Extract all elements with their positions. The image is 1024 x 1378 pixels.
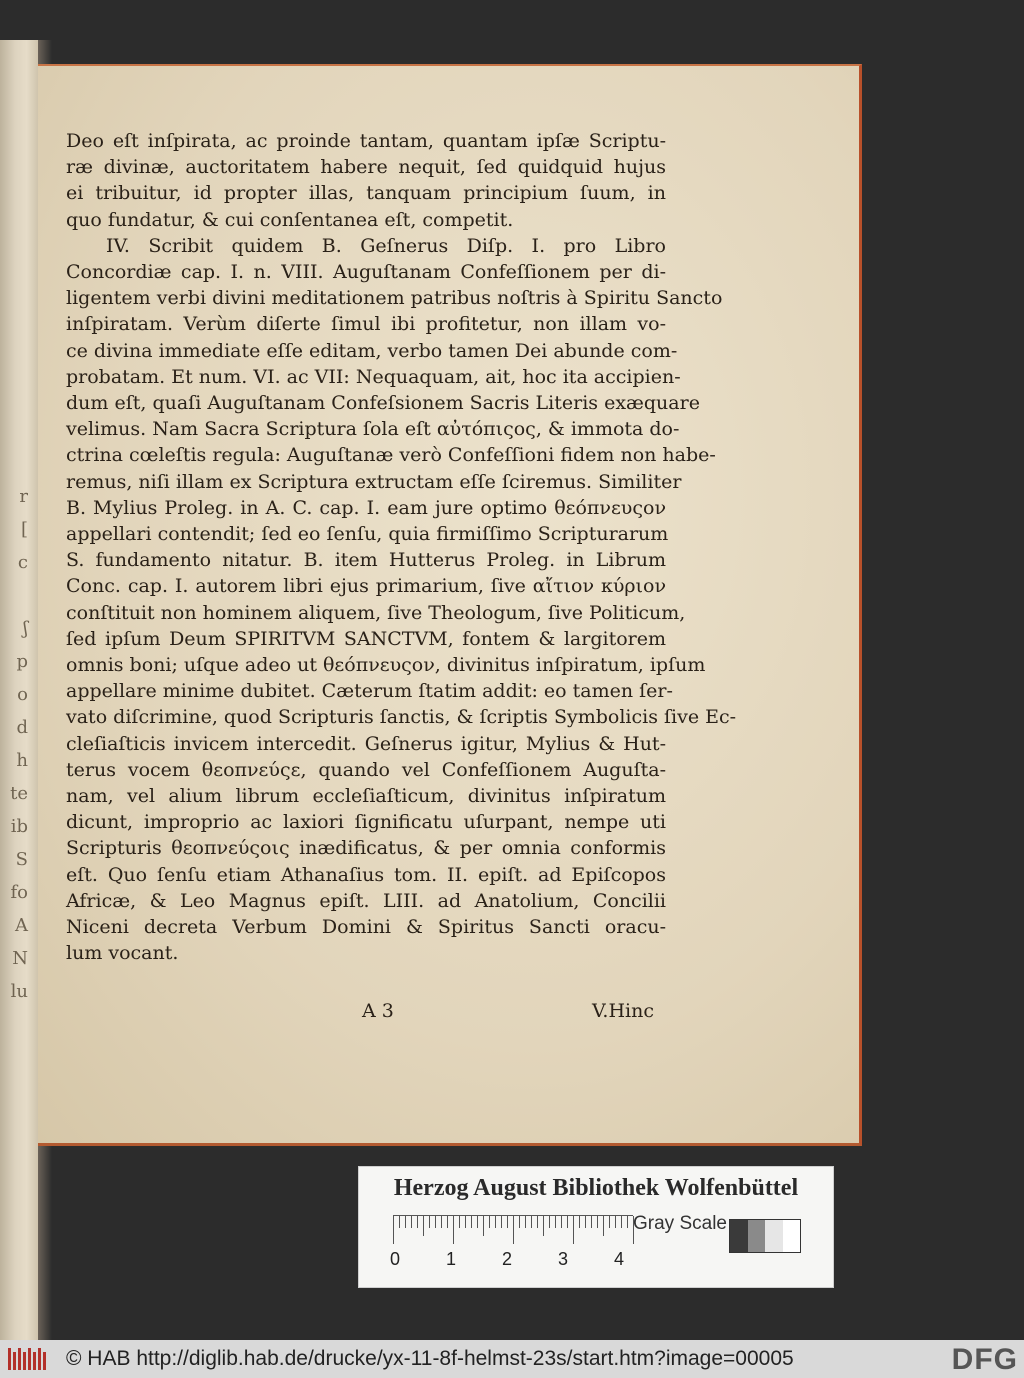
facing-page-glyph: [: [20, 519, 28, 540]
logo-stripe: [8, 1348, 11, 1370]
ruler-tick: [543, 1216, 544, 1236]
text-line: Conc. cap. I. autorem libri ejus primarium, ſive αἴτιον κύριον: [66, 575, 666, 598]
ruler-tick: [603, 1216, 604, 1236]
text-line: Concordiæ cap. I. n. VIII. Auguſtanam Confeſſionem per di-: [66, 261, 666, 284]
ruler-tick: [573, 1216, 574, 1244]
ruler-tick: [459, 1216, 460, 1228]
hab-logo-icon: [8, 1348, 48, 1370]
facing-page-glyph: p: [16, 651, 28, 672]
ruler-tick: [483, 1216, 484, 1236]
facing-page-glyph: lu: [10, 981, 28, 1002]
text-line: dum eſt, quaſi Auguſtanam Confeſsionem Sacris Literis exæquare: [66, 392, 700, 415]
facing-page-glyph: te: [10, 783, 28, 804]
ruler-tick: [621, 1216, 622, 1228]
catchword: V.Hinc: [592, 1000, 654, 1022]
ruler-tick: [471, 1216, 472, 1228]
ruler-tick: [447, 1216, 448, 1228]
text-line: S. fundamento nitatur. B. item Hutterus Proleg. in Librum: [66, 549, 666, 572]
text-line: velimus. Nam Sacra Scriptura ſola eſt αὐτόπιςος, & immota do-: [66, 418, 680, 441]
logo-stripe: [13, 1352, 16, 1370]
text-line: probatam. Et num. VI. ac VII: Nequaquam, ait, hoc ita accipien-: [66, 365, 681, 388]
text-line: Deo eſt inſpirata, ac proinde tantam, quantam ipſæ Scriptu-: [66, 130, 666, 152]
logo-stripe: [23, 1352, 26, 1370]
ruler-tick: [591, 1216, 592, 1228]
facing-page-glyphs: [2, 480, 32, 1008]
gray-swatch: [730, 1220, 748, 1252]
ruler-tick: [477, 1216, 478, 1228]
text-line: Africæ, & Leo Magnus epiſt. LIII. ad Anatolium, Concilii: [66, 889, 666, 912]
text-line: IV. Scribit quidem B. Geſnerus Diſp. I. pro Libro: [106, 234, 666, 257]
gray-scale-swatches: [729, 1219, 801, 1253]
ruler-tick: [627, 1216, 628, 1228]
text-line: dicunt, improprio ac laxiori ſignificatu uſurpant, nempe uti: [66, 811, 666, 834]
text-line: Niceni decreta Verbum Domini & Spiritus Sancti oracu-: [66, 916, 666, 939]
text-line: Scripturis θεοπνεύςοις inædificatus, & per omnia conformis: [66, 837, 666, 860]
text-line: ræ divinæ, auctoritatem habere nequit, ſed quidquid hujus: [66, 156, 666, 179]
ruler-tick: [555, 1216, 556, 1228]
facing-page-glyph: c: [17, 552, 28, 573]
facing-page-glyph: ib: [10, 816, 28, 837]
text-line: appellari contendit; ſed eo ſenſu, quia firmiſſimo Scripturarum: [66, 523, 669, 546]
gray-swatch: [748, 1220, 766, 1252]
facing-page-glyph: A: [15, 915, 28, 936]
ruler-tick: [609, 1216, 610, 1228]
text-line: inſpiratam. Verùm diſerte ſimul ibi profitetur, non illam vo-: [66, 313, 666, 336]
ruler-tick: [567, 1216, 568, 1228]
ruler: [393, 1215, 633, 1246]
facing-page-glyph: h: [16, 750, 28, 771]
ruler-tick: [435, 1216, 436, 1228]
text-line: remus, niſi illam ex Scriptura extructam eſſe ſciremus. Similiter: [66, 470, 682, 493]
ruler-tick: [465, 1216, 466, 1228]
logo-stripe: [38, 1348, 41, 1370]
source-url-text[interactable]: © HAB http://diglib.hab.de/drucke/yx-11-8f-helmst-23s/start.htm?image=00005: [66, 1347, 794, 1370]
ruler-number: 0: [389, 1249, 400, 1269]
viewer-footer-bar: [0, 1340, 1024, 1378]
facing-page-glyph: S: [15, 849, 28, 870]
ruler-tick: [519, 1216, 520, 1228]
text-line: cleſiaſticis invicem intercedit. Geſnerus igitur, Mylius & Hut-: [66, 732, 666, 755]
text-line: ce divina immediate eſſe editam, verbo tamen Dei abunde com-: [66, 339, 678, 362]
ruler-tick: [489, 1216, 490, 1228]
text-line: vato diſcrimine, quod Scripturis ſanctis, & ſcriptis Symbolicis ſive Ec-: [66, 706, 737, 729]
text-line: B. Mylius Proleg. in A. C. cap. I. eam jure optimo θεόπνευςον: [66, 496, 666, 519]
facing-page-glyph: fo: [10, 882, 28, 903]
ruler-tick: [411, 1216, 412, 1228]
text-line: appellare minime dubitet. Cæterum ſtatim addit: eo tamen ſer-: [66, 680, 673, 703]
ruler-numbers: [385, 1249, 645, 1273]
ruler-tick: [549, 1216, 550, 1228]
text-line: conſtituit non hominem aliquem, ſive Theologum, ſive Politicum,: [66, 601, 686, 624]
ruler-tick: [417, 1216, 418, 1228]
signature-mark: A 3: [362, 1000, 394, 1022]
ruler-number: 1: [445, 1249, 456, 1269]
text-line: ligentem verbi divini meditationem patribus noſtris à Spiritu Sancto: [66, 287, 723, 310]
logo-stripe: [33, 1352, 36, 1370]
gray-scale-label: Gray Scale: [633, 1213, 727, 1234]
ruler-tick: [429, 1216, 430, 1228]
text-line: ctrina cœleſtis regula: Auguſtanæ verò Confeſſioni fidem non habe-: [66, 444, 716, 467]
facing-page-glyph: d: [16, 717, 28, 738]
ruler-tick: [585, 1216, 586, 1228]
ruler-tick: [513, 1216, 514, 1244]
facing-page-glyph: N: [12, 948, 28, 969]
page-body-text: [66, 128, 737, 967]
ruler-number: 2: [501, 1249, 512, 1269]
ruler-tick: [537, 1216, 538, 1228]
library-name: Herzog August Bibliothek Wolfenbüttel: [393, 1175, 799, 1201]
ruler-tick: [405, 1216, 406, 1228]
ruler-tick: [453, 1216, 454, 1244]
ruler-tick: [423, 1216, 424, 1236]
gray-swatch: [783, 1220, 801, 1252]
ruler-tick: [615, 1216, 616, 1228]
ruler-tick: [441, 1216, 442, 1228]
facing-page-glyph: o: [17, 684, 28, 705]
logo-stripe: [28, 1348, 31, 1370]
text-line: eſt. Quo ſenſu etiam Athanaſius tom. II. epiſt. ad Epiſcopos: [66, 863, 666, 886]
ruler-tick: [579, 1216, 580, 1228]
ruler-tick: [495, 1216, 496, 1228]
ruler-tick: [525, 1216, 526, 1228]
text-line: ei tribuitur, id propter illas, tanquam principium ſuum, in: [66, 182, 666, 205]
logo-stripe: [43, 1352, 46, 1370]
text-line: omnis boni; uſque adeo ut θεόπνευςον, divinitus inſpiratum, ipſum: [66, 654, 706, 677]
text-line: nam, vel alium librum eccleſiaſticum, divinitus inſpiratum: [66, 785, 666, 808]
ruler-tick: [507, 1216, 508, 1228]
text-line: terus vocem θεοπνεύςε, quando vel Confeſſionem Auguſta-: [66, 758, 666, 781]
facing-page-glyph: [2, 579, 32, 612]
text-line: lum vocant.: [66, 942, 179, 965]
ruler-number: 3: [557, 1249, 568, 1269]
ruler-tick: [501, 1216, 502, 1228]
library-scale-card: [358, 1166, 834, 1288]
ruler-tick: [597, 1216, 598, 1228]
gray-swatch: [765, 1220, 783, 1252]
text-line: quo fundatur, & cui conſentanea eſt, competit.: [66, 208, 514, 231]
facing-page-glyph: r: [19, 486, 28, 507]
page-footer: [362, 1000, 654, 1030]
ruler-tick: [531, 1216, 532, 1228]
ruler-tick: [561, 1216, 562, 1228]
text-line: ſed ipſum Deum SPIRITVM SANCTVM, fontem & largitorem: [66, 627, 666, 650]
ruler-tick: [393, 1216, 394, 1244]
ruler-number: 4: [613, 1249, 624, 1269]
logo-stripe: [18, 1348, 21, 1370]
facing-page-glyph: ʃ: [23, 618, 28, 639]
ruler-tick: [399, 1216, 400, 1228]
dfg-logo: DFG: [946, 1343, 1018, 1377]
